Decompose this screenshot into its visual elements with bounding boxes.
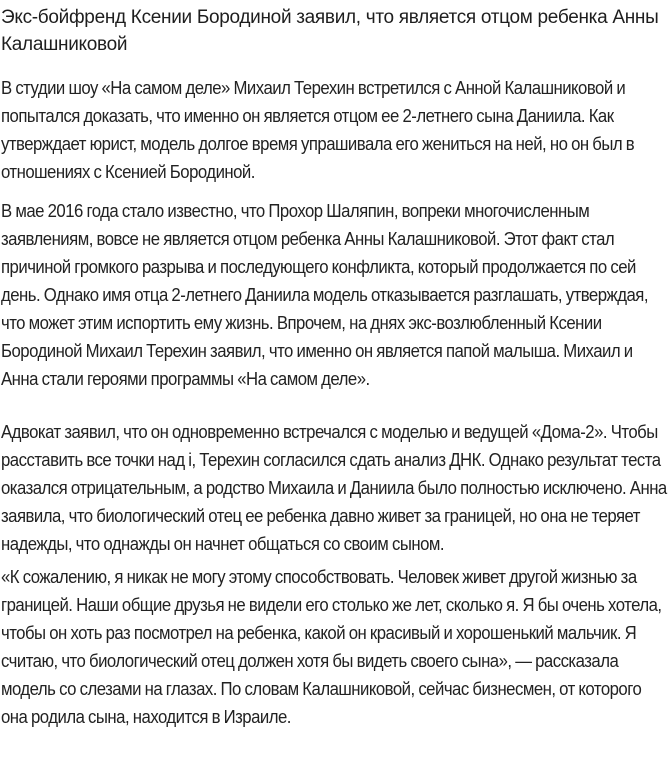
article-paragraph-2: В мае 2016 года стало известно, что Прохор Шаляпин, вопреки многочисленным заявлениям, вовсе не является отцом ребенка Анны Калашниковой. Этот факт стал причиной громкого разрыва и последующего конфликта, который продолжается по сей день. Однако имя отца 2-летнего Даниила модель отказывается разглашать, утверждая, что может этим испортить ему жизнь. Впрочем, на днях экс-возлюбленный Ксении Бородиной Михаил Терехин заявил, что именно он является папой малыша. Михаил и Анна стали героями программы «На самом деле». (1, 201, 648, 389)
article-paragraph-4: «К сожалению, я никак не могу этому способствовать. Человек живет другой жизнью за границей. Наши общие друзья не видели его столько же лет, сколько я. Я бы очень хотела, чтобы он хоть раз посмотрел на ребенка, какой он красивый и хорошенький мальчик. Я считаю, что биологический отец должен хотя бы видеть своего сына», — рассказала модель со слезами на глазах. По словам Калашниковой, сейчас бизнесмен, от которого она родила сына, находится в Израиле. (1, 567, 662, 727)
article-paragraph-3: Адвокат заявил, что он одновременно встречался с моделью и ведущей «Дома-2». Чтобы расставить все точки над i, Терехин согласился сдать анализ ДНК. Однако результат теста оказался отрицательным, а родство Михаила и Даниила было полностью исключено. Анна заявила, что биологический отец ее ребенка давно живет за границей, но она не теряет надежды, что однажды он начнет общаться со своим сыном. (1, 422, 667, 554)
article-paragraph-1: В студии шоу «На самом деле» Михаил Терехин встретился с Анной Калашниковой и попытался доказать, что именно он является отцом ее 2-летнего сына Даниила. Как утверждает юрист, модель долгое время упрашивала его жениться на ней, но он был в отношениях с Ксенией Бородиной. (1, 78, 635, 182)
article (1, 0, 669, 727)
article-title: Экс-бойфренд Ксении Бородиной заявил, что является отцом ребенка Анны Калашниковой (1, 7, 659, 55)
